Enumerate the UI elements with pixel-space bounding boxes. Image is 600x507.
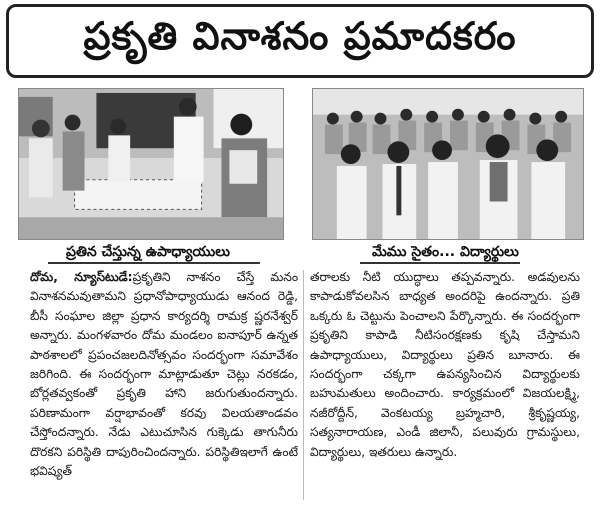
caption-teachers: ప్రతిన చేస్తున్న ఉపాధ్యాయులు	[66, 244, 230, 260]
caption-underline	[48, 262, 260, 264]
teachers-pledge-illustration	[19, 89, 283, 239]
students-illustration	[313, 89, 583, 239]
article-column-left	[30, 268, 298, 502]
headline: ప్రకృతి వినాశనం ప్రమాదకరం	[83, 14, 517, 58]
article-text-left: ప్రకృతిని నాశనం చేస్తే మనం వినాశనమవుతామని ప్రధానోపాధ్యాయుడు ఆనంద రెడ్డి, బీసీ సంఘాల జిల్లా ప్రధాన కార్యదర్శి రామక్ర ష్ణరనేశ్వర్ అన్నారు. మంగళవారం దోమ మండలం ఐనాపూర్ ఉన్నత పాఠశాలలో ప్రపంచజలదినోత్సవం సందర్భంగా సమావేశం జరిగింది. ఈ సందర్భంగా మాట్లాడుతూ చెట్లు నరకడం, బోర్లతవ్వకంతో ప్రకృతి హాని జరుగుతుందన్నారు. పరిణామంగా వర్షాభావంతో కరవు విలయతాండవం చేస్తోందన్నారు. నేడు ఎటుచూసిన గుక్కెడు తాగునీరు దొరకని పరిస్థితి దాపురించిందన్నారు. పరిస్థితిఇలాగే ఉంటే భవిష్యత్	[30, 270, 298, 479]
column-divider	[303, 270, 304, 500]
dateline: దోమ, న్యూస్‌టుడే:	[30, 270, 133, 284]
caption-underline	[360, 262, 520, 264]
caption-students: మేము సైతం... విద్యార్థులు	[372, 244, 519, 260]
headline-box	[6, 4, 594, 78]
photo-students	[312, 88, 584, 240]
article-text-right: తరాలకు నీటి యుద్ధాలు తప్పవన్నారు. అడవులను కాపాడుకోవలసిన బాధ్యత అందరిపై ఉందన్నారు. ప్రతి ఒక్కరు ఓ చెట్టును పెంచాలని పేర్కొన్నారు. ఈ సందర్భంగా ప్రకృతిని కాపాడి నీటిసంరక్షణకు కృషి చేస్తామని ఉపాధ్యాయులు, విద్యార్థులు ప్రతిన బూనారు. ఈ సందర్భంగా చక్కగా ఉపన్యసించిన విద్యార్థులకు బహుమతులు అందించారు. కార్యక్రమంలో విజయలక్ష్మి, నజీరోద్దీన్, వెంకటయ్య బ్రహ్మచారి, శ్రీకృష్ణయ్య, సత్యనారాయణ, ఎండీ జిలానీ, పలువురు గ్రామస్థులు, విద్యార్థులు, ఇతరులు ఉన్నారు.	[310, 270, 580, 459]
article-column-right	[310, 268, 580, 502]
photo-teachers-pledge	[18, 88, 284, 240]
